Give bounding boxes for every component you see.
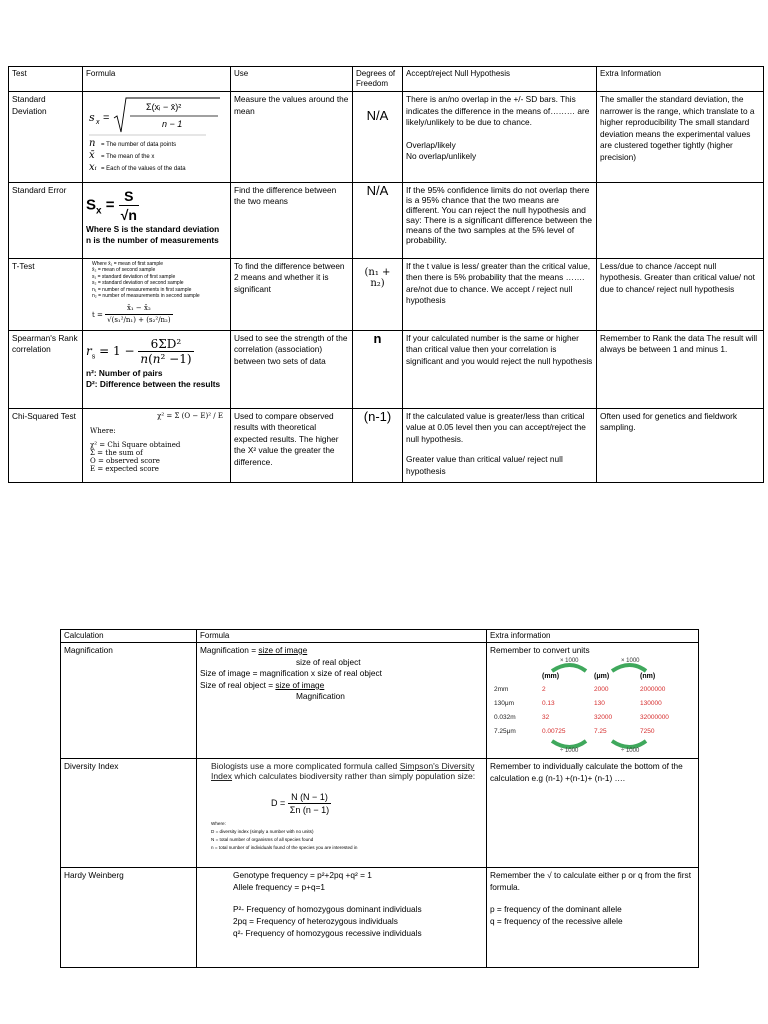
conv-row-label: 130μm	[494, 699, 515, 707]
header-accept: Accept/reject Null Hypothesis	[403, 67, 597, 92]
extra-text: Often used for genetics and fieldwork sampling.	[597, 408, 764, 482]
svg-text:(nm): (nm)	[640, 672, 656, 680]
test-name: Standard Error	[9, 182, 83, 258]
row-t-test	[9, 258, 764, 330]
test-name: Spearman's Rank correlation	[9, 330, 83, 408]
hardy-formula: Genotype frequency = p²+2pq +q² = 1 Allele frequency = p+q=1 P²- Frequency of homozygous dominant individuals 2pq = Frequency of heterozygous individuals q²- Frequency of homozygous recessive individuals	[197, 868, 487, 968]
hardy-extra: Remember the √ to calculate either p or q from the first formula. p = frequency of the dominant allele q = frequency of the recessive allele	[487, 868, 699, 968]
svg-text:n: n	[89, 138, 96, 149]
extra-text: Remember to Rank the data The result will always be between 1 and minus 1.	[597, 330, 764, 408]
se-formula-equation: $S_x$ = $\frac{S}{√n}$	[86, 187, 137, 223]
accept-line-1: If the calculated value is greater/less than critical value at 0.05 level then you can accept/reject the null hypothesis.	[406, 410, 586, 444]
dof-value: (n-1)	[353, 408, 403, 482]
se-formula	[83, 182, 231, 258]
header-extra: Extra information	[487, 630, 699, 643]
svg-text:x: x	[96, 119, 100, 126]
t-test-formula	[83, 258, 231, 330]
svg-text:= The number of data points: = The number of data points	[101, 142, 177, 148]
svg-text:= The mean of the x: = The mean of the x	[101, 154, 155, 160]
header-dof: Degrees of Freedom	[353, 67, 403, 92]
conv-cell: 0.13	[542, 699, 555, 707]
conv-cell: 7.25	[594, 727, 607, 735]
use-text: Measure the values around the mean	[231, 92, 353, 183]
diversity-intro: Biologists use a more complicated formula called Simpson's Diversity Index which calculates biodiversity rather than simply population size:	[211, 761, 476, 782]
dof-value: N/A	[353, 182, 403, 258]
calc-name: Diversity Index	[61, 759, 197, 868]
accept-line-2: Overlap/likely	[406, 139, 456, 150]
chi-where: Where:	[90, 427, 116, 436]
test-name: Chi-Squared Test	[9, 408, 83, 482]
conv-cell: 2	[542, 685, 546, 693]
conv-cell: 32000000	[640, 713, 669, 721]
calculations-table	[60, 629, 699, 968]
sd-formula	[83, 92, 231, 183]
arrow-right-icon	[552, 665, 586, 671]
accept-text: If your calculated number is the same or higher than critical value then your correlation is significant and you would reject the null hypothesis	[403, 330, 597, 408]
use-text: To find the difference between 2 means and whether it is significant	[231, 258, 353, 330]
arrow-left-icon	[612, 741, 646, 747]
chi-formula	[83, 408, 231, 482]
conv-cell: 0.00725	[542, 727, 566, 735]
row-standard-deviation	[9, 92, 764, 183]
magnification-formula: Magnification = size of image size of real object Size of image = magnification x size of real object Size of real object = size of image Magnification	[197, 643, 487, 759]
calc-name: Magnification	[61, 643, 197, 759]
extra-text: The smaller the standard deviation, the narrower is the range, which translate to a higher reproducibility The small standard deviation means the experimental values are clustered together tightly (higher precision)	[597, 92, 764, 183]
spearman-def-2: D²: Difference between the results	[86, 379, 221, 390]
header-row	[61, 630, 699, 643]
header-row	[9, 67, 764, 92]
diversity-equation: D = $\frac{N (N - 1)}{\Sigma n (n - 1)}$	[271, 792, 330, 816]
conv-row-label: 7.25μm	[494, 727, 516, 735]
dof-value: N/A	[353, 92, 403, 183]
magnification-extra	[487, 643, 699, 759]
row-diversity-index	[61, 759, 699, 868]
dof-value: (n₁ + n₂)	[353, 258, 403, 330]
accept-text	[403, 408, 597, 482]
unit-conversion-diagram	[490, 657, 696, 753]
svg-text:= Each of the values of the da: = Each of the values of the data	[101, 166, 186, 172]
diversity-formula	[197, 759, 487, 868]
se-desc-2: n is the number of measurements	[86, 235, 219, 246]
se-desc-1: Where S is the standard deviation	[86, 223, 220, 234]
accept-text	[403, 92, 597, 183]
conv-cell: 130000	[640, 699, 662, 707]
dof-value: n	[353, 330, 403, 408]
t-defs: Where x̄₁ = mean of first sample x̄₂ = mean of second sample s₁ = standard deviation of first sample s₂ = standard deviation of second sample n₁ = number of measurements in first sample n₂ = number of measurements in second sample	[92, 260, 200, 300]
accept-line-3: No overlap/unlikely	[406, 151, 477, 162]
conv-row-label: 2mm	[494, 685, 509, 693]
use-text: Find the difference between the two means	[231, 182, 353, 258]
conv-bottom-2: ÷ 1000	[621, 747, 640, 753]
calc-name: Hardy Weinberg	[61, 868, 197, 968]
conv-cell: 32	[542, 713, 550, 721]
svg-text:x̄: x̄	[89, 150, 95, 161]
arrow-right-icon	[612, 665, 646, 671]
header-extra: Extra Information	[597, 67, 764, 92]
accept-text: If the 95% confidence limits do not overlap there is a 95% chance that the two means are different. You can reject the null hypothesis and say: There is a significant difference between the means of the two samples at the 5% level of probability.	[403, 182, 597, 258]
svg-text:(μm): (μm)	[594, 672, 610, 680]
svg-text:xᵢ: xᵢ	[89, 162, 97, 173]
conv-cell: 2000	[594, 685, 609, 693]
conv-cell: 7250	[640, 727, 655, 735]
extra-text: Remember to convert units	[490, 645, 590, 655]
row-chi-squared	[9, 408, 764, 482]
use-text: Used to see the strength of the correlation (association) between two sets of data	[231, 330, 353, 408]
chi-defs: χ² = Chi Square obtained Σ = the sum of O = observed score E = expected score	[90, 440, 181, 473]
extra-text	[597, 182, 764, 258]
conv-cell: 130	[594, 699, 605, 707]
statistics-table	[8, 66, 764, 483]
svg-text:(mm): (mm)	[542, 672, 560, 680]
header-formula: Formula	[83, 67, 231, 92]
conv-row-label: 0.032m	[494, 713, 516, 721]
svg-text:=: =	[103, 112, 110, 124]
accept-line-1: There is an/no overlap in the +/- SD bars. This indicates the difference in the means of……… are likely/unlikely to be due to chance.	[406, 94, 590, 128]
svg-text:n − 1: n − 1	[162, 119, 183, 129]
header-calculation: Calculation	[61, 630, 197, 643]
spearman-equation: $r_s = 1$ − $\frac{\text{6ΣD²}}{\text{n(n² −1)}}$	[86, 336, 192, 366]
row-standard-error	[9, 182, 764, 258]
t-formula: t = $\frac{\text{x̄₁ − x̄₂}}{\text{√(s₁²/n₁) + (s₂²/n₂)}}$	[92, 303, 171, 325]
accept-line-2: Greater value than critical value/ reject null hypothesis	[406, 454, 563, 476]
extra-text: Remember to individually calculate the bottom of the calculation e.g (n-1) +(n-1)+ (n-1) ….	[487, 759, 699, 868]
accept-text: If the t value is less/ greater than the critical value, then there is 5% probability that the means ……. are/not due to chance. We accept / reject null hypothesis	[403, 258, 597, 330]
test-name: T-Test	[9, 258, 83, 330]
conv-cell: 2000000	[640, 685, 666, 693]
sd-lhs: s	[89, 111, 95, 124]
header-test: Test	[9, 67, 83, 92]
svg-text:Σ(xᵢ − x̄)²: Σ(xᵢ − x̄)²	[146, 102, 182, 112]
conv-cell: 32000	[594, 713, 613, 721]
row-magnification	[61, 643, 699, 759]
diversity-defs: Where: D = diversity index (simply a number with no units) N = total number of organisms of all species found n = total number of individuals found of the species you are interested in	[211, 821, 358, 851]
row-spearman	[9, 330, 764, 408]
spearman-formula	[83, 330, 231, 408]
conv-top-1: × 1000	[560, 657, 579, 664]
spearman-def-1: n²: Number of pairs	[86, 367, 163, 378]
conv-top-2: × 1000	[621, 657, 640, 664]
header-use: Use	[231, 67, 353, 92]
test-name: Standard Deviation	[9, 92, 83, 183]
sd-formula-image	[86, 94, 224, 176]
use-text: Used to compare observed results with theoretical expected results. The higher the X² value the greater the difference.	[231, 408, 353, 482]
extra-text: Less/due to chance /accept null hypothesis. Greater than critical value/ not due to chance/ reject null hypothesis	[597, 258, 764, 330]
chi-equation: χ² = Σ (O − E)² / E	[157, 411, 223, 420]
header-formula: Formula	[197, 630, 487, 643]
conv-bottom-1: ÷ 1000	[560, 747, 579, 753]
row-hardy-weinberg	[61, 868, 699, 968]
arrow-left-icon	[552, 741, 586, 747]
